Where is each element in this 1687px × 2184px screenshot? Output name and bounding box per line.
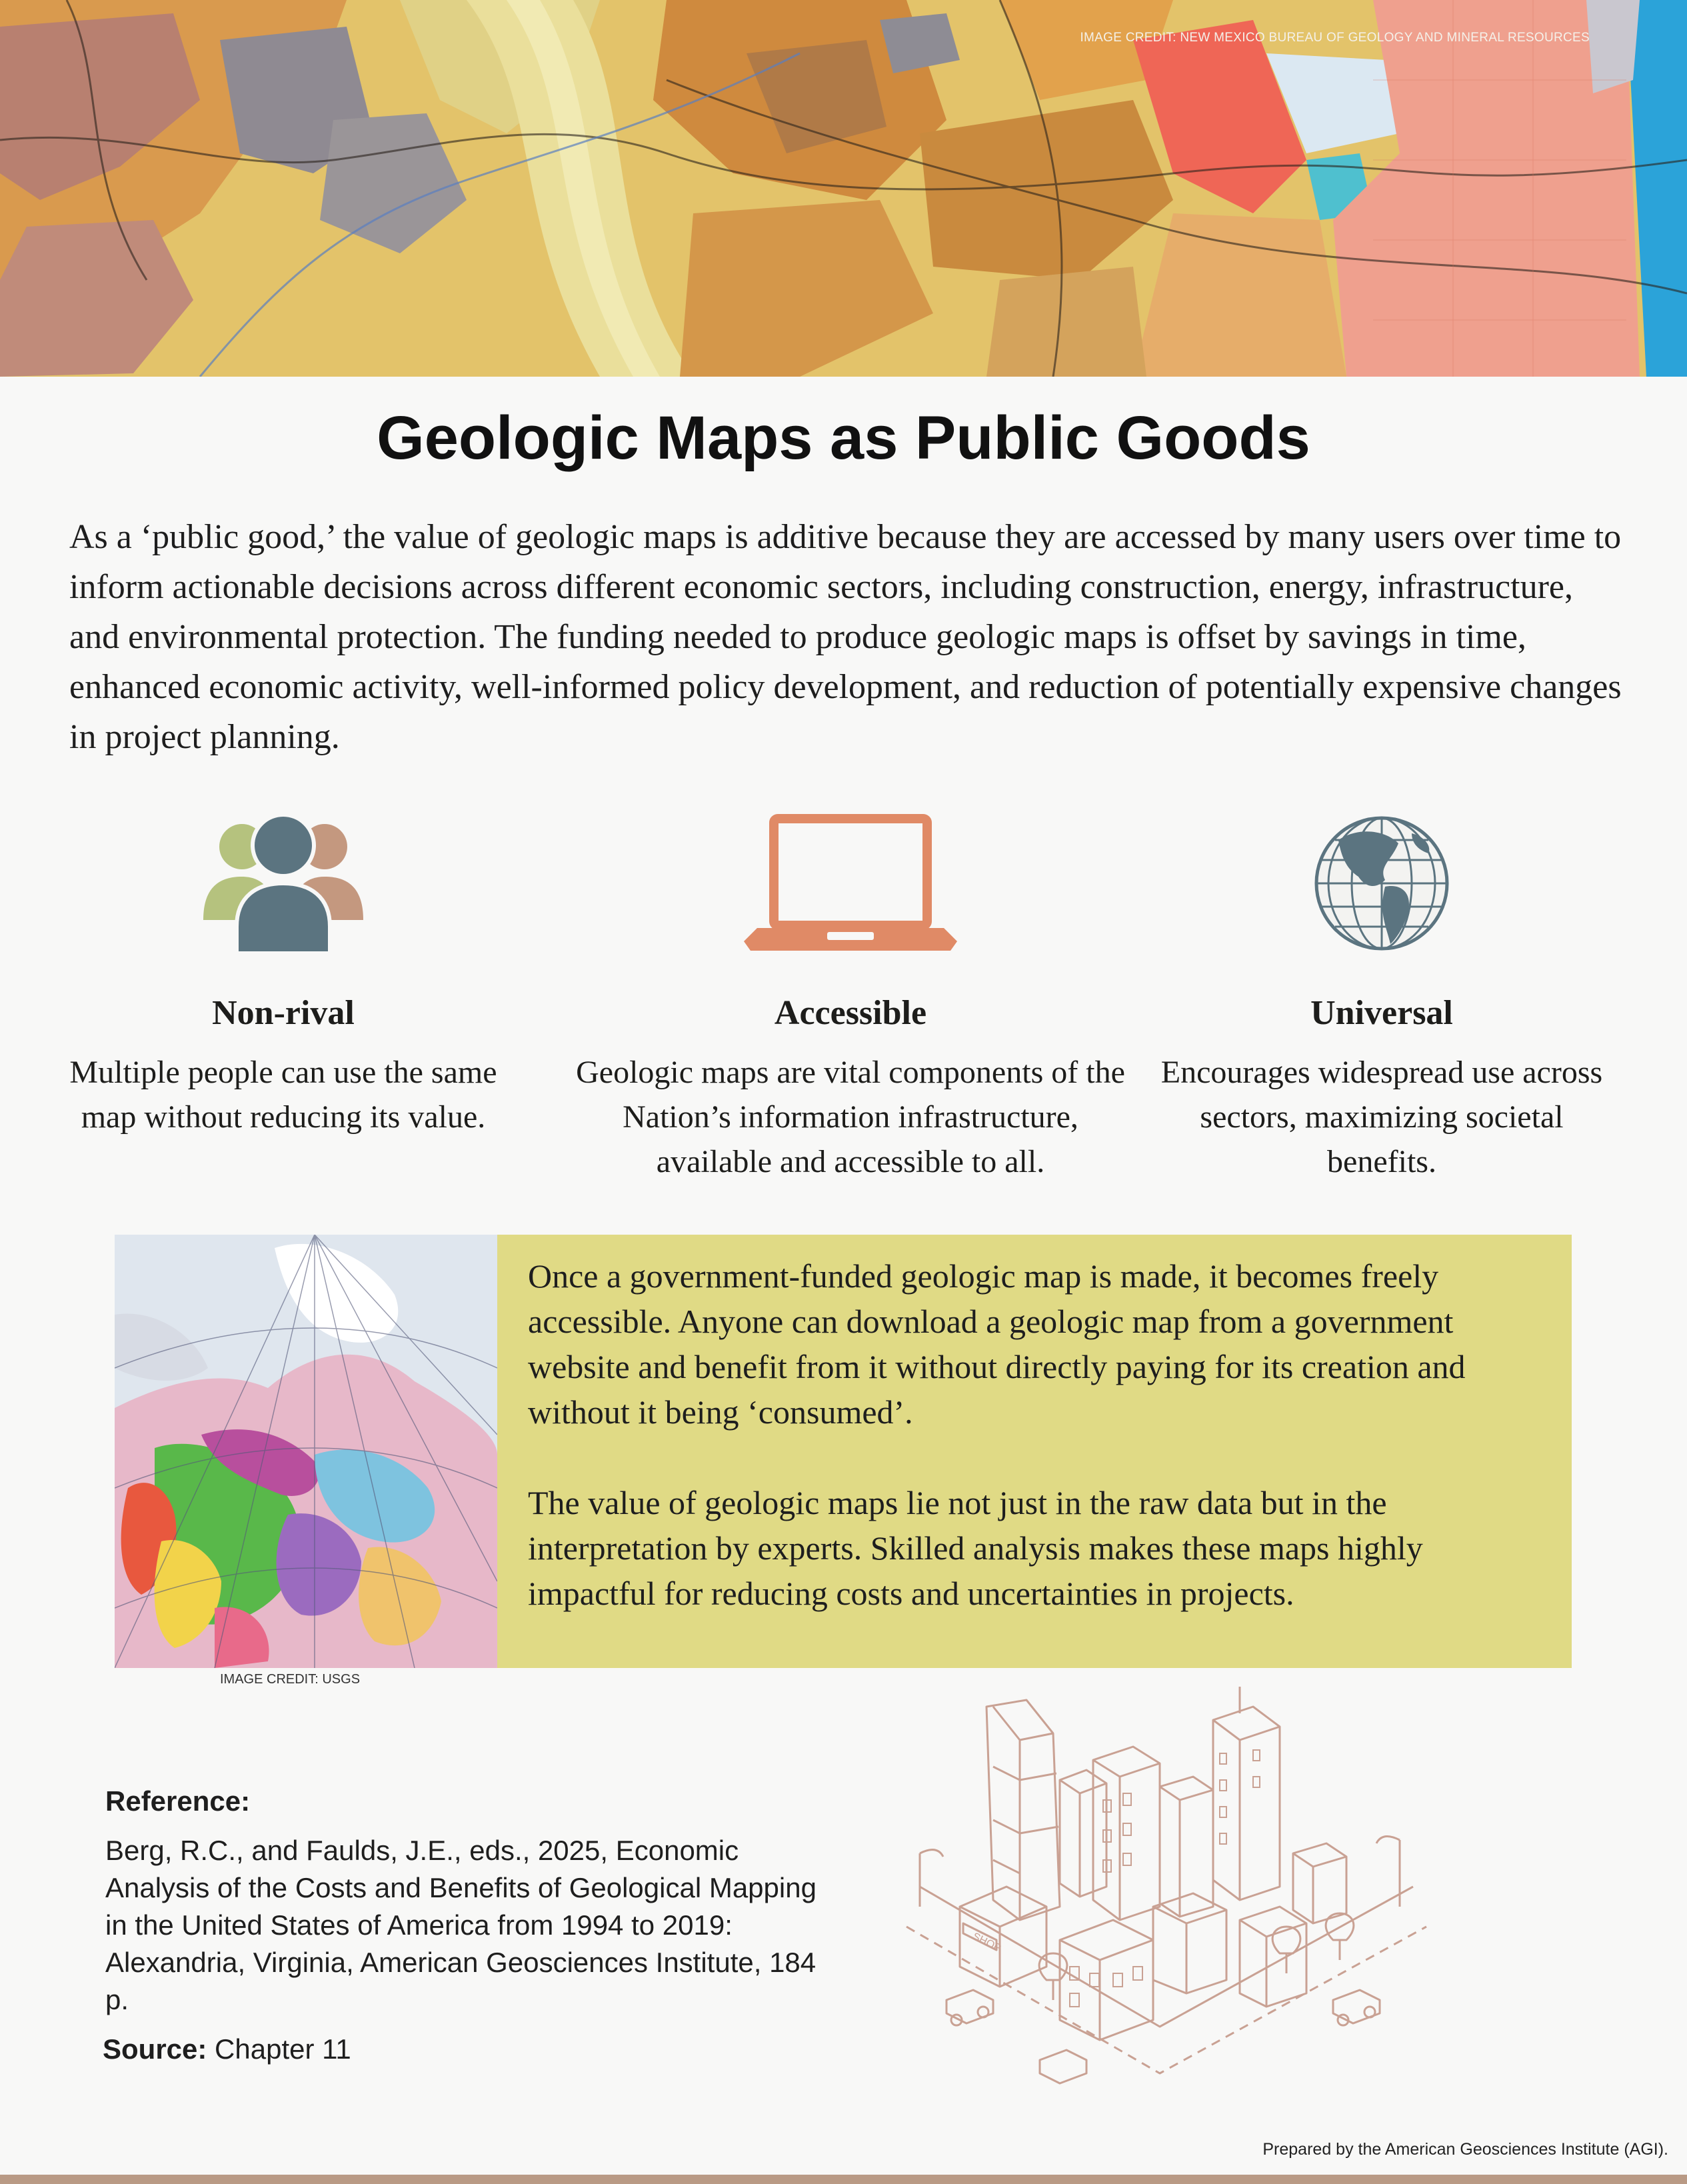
callout-paragraph-2: The value of geologic maps lie not just in the raw data but in the interpretation by experts. Skilled analysis makes these maps highly impactful for reducing costs and uncertainties in projects.	[528, 1484, 1423, 1612]
pillar-text: Encourages widespread use across sectors, maximizing societal benefits.	[1160, 1055, 1603, 1179]
pillar-title: Universal	[1310, 994, 1453, 1032]
laptop-icon	[744, 813, 957, 953]
globe-icon	[1312, 813, 1452, 953]
footer-bar	[0, 2175, 1687, 2184]
pillar-title: Accessible	[774, 994, 927, 1032]
pillar-non-rival	[43, 807, 523, 1139]
reference-heading: Reference:	[105, 1785, 251, 1817]
banner-image-credit: IMAGE CREDIT: NEW MEXICO BUREAU OF GEOLOGY AND MINERAL RESOURCES	[1080, 31, 1590, 45]
usgs-image-credit: IMAGE CREDIT: USGS	[220, 1672, 361, 1687]
pillar-text: Geologic maps are vital components of the Nation’s information infrastructure, available and accessible to all.	[576, 1055, 1125, 1179]
prepared-by: Prepared by the American Geosciences Institute (AGI).	[1262, 2140, 1668, 2159]
pillar-title: Non-rival	[212, 994, 355, 1032]
page-title: Geologic Maps as Public Goods	[377, 404, 1310, 472]
reference-citation: Berg, R.C., and Faulds, J.E., eds., 2025, Economic Analysis of the Costs and Benefits of Geological Mapping in the United States of America from 1994 to 2019: Alexandria, Virginia, American Geosciences Institute, 184 p.	[105, 1835, 817, 2015]
source-label: Source:	[103, 2033, 207, 2065]
north-america-geologic-map-image	[115, 1235, 497, 1668]
pillar-accessible	[576, 807, 1125, 1184]
pillar-text: Multiple people can use the same map without reducing its value.	[69, 1055, 497, 1135]
city-illustration	[893, 1687, 1440, 2087]
pillar-universal	[1142, 807, 1622, 1184]
header-geologic-map-banner	[0, 0, 1687, 377]
city-shop-sign: SHOP	[970, 1931, 1003, 1955]
intro-paragraph: As a ‘public good,’ the value of geologic maps is additive because they are accessed by many users over time to inform actionable decisions across different economic sectors, including construction, energy, infrastructure, and environmental protection. The funding needed to produce geologic maps is offset by savings in time, enhanced economic activity, well-informed policy development, and reduction of potentially expensive changes in project planning.	[69, 518, 1622, 756]
source-value: Chapter 11	[215, 2033, 351, 2065]
callout-paragraph-1: Once a government-funded geologic map is made, it becomes freely accessible. Anyone can download a geologic map from a government website and benefit from it without directly paying for its creation and without it being ‘consumed’.	[528, 1257, 1466, 1431]
source-line	[103, 2033, 839, 2065]
people-icon	[203, 813, 363, 953]
reference-section	[105, 1785, 839, 2065]
geologic-map-image	[0, 0, 1687, 377]
callout-box	[115, 1235, 1572, 1668]
